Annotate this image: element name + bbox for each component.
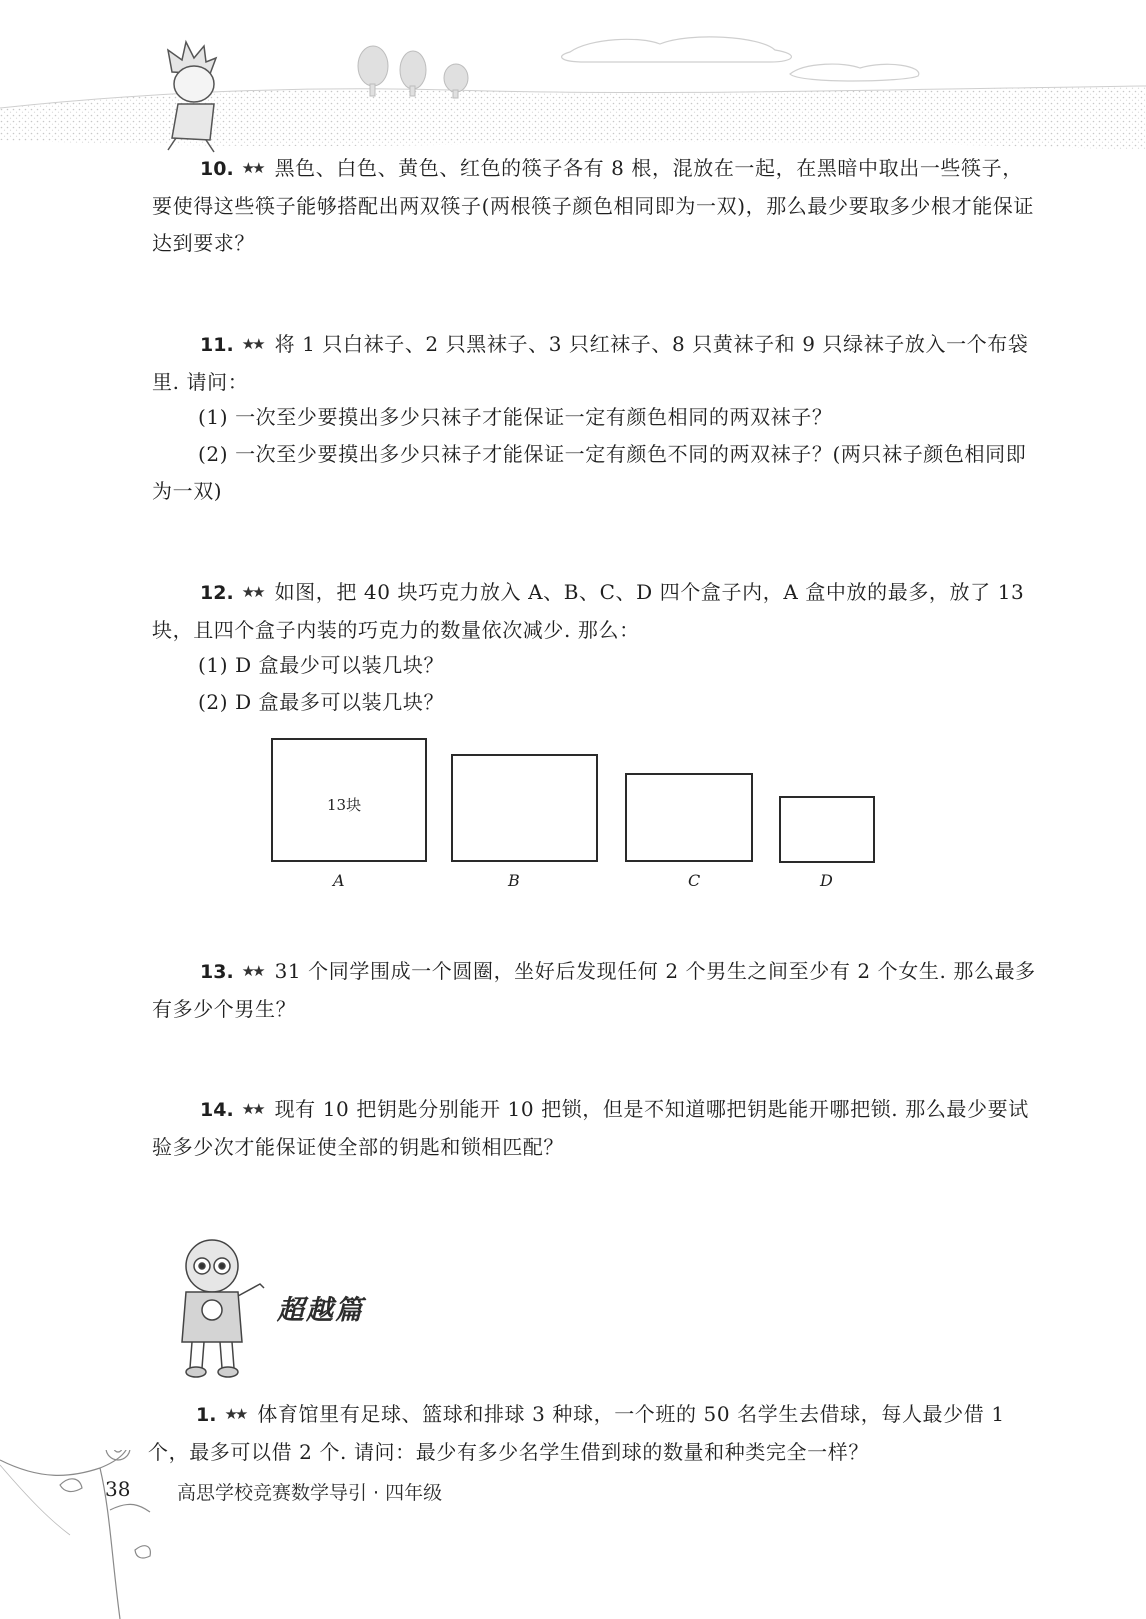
- question-11-part-2: (2) 一次至少要摸出多少只袜子才能保证一定有颜色不同的两双袜子？(两只袜子颜色相同即为一双): [152, 442, 1027, 503]
- box-a-label: A: [333, 871, 345, 890]
- question-12-part-2: (2) D 盒最多可以装几块？: [198, 690, 445, 714]
- question-12: [152, 574, 1037, 649]
- header-landscape-illustration: [0, 0, 1146, 175]
- section-title: 超越篇: [277, 1295, 364, 1326]
- question-number: 13.: [200, 961, 234, 983]
- box-a-content: 13块: [327, 796, 362, 814]
- question-12-part-1: (1) D 盒最少可以装几块？: [198, 653, 445, 677]
- question-text: 如图，把 40 块巧克力放入 A、B、C、D 四个盒子内，A 盒中放的最多，放了 13 块，且四个盒子内装的巧克力的数量依次减少. 那么：: [152, 580, 1025, 642]
- book-title: 高思学校竞赛数学导引 · 四年级: [177, 1482, 443, 1504]
- box-c: [625, 773, 753, 862]
- question-text: 体育馆里有足球、篮球和排球 3 种球，一个班的 50 名学生去借球，每人最少借 1 个，最多可以借 2 个. 请问：最少有多少名学生借到球的数量和种类完全一样？: [148, 1402, 1005, 1464]
- question-text: 将 1 只白袜子、2 只黑袜子、3 只红袜子、8 只黄袜子和 9 只绿袜子放入一个布袋里. 请问：: [152, 332, 1029, 394]
- question-11: [152, 326, 1037, 401]
- question-text: 现有 10 把钥匙分别能开 10 把锁，但是不知道哪把钥匙能开哪把锁. 那么最少要试验多少次才能保证使全部的钥匙和锁相匹配？: [152, 1097, 1029, 1159]
- cloud-icon: [562, 37, 919, 81]
- question-number: 14.: [200, 1099, 234, 1121]
- difficulty-star-icon: ★★: [224, 1405, 246, 1423]
- page-number: 38: [105, 1477, 131, 1501]
- difficulty-star-icon: ★★: [241, 583, 263, 601]
- tree-icon: [358, 46, 468, 98]
- question-number: 12.: [200, 582, 234, 604]
- box-b-label: B: [508, 871, 520, 890]
- question-text: 黑色、白色、黄色、红色的筷子各有 8 根，混放在一起，在黑暗中取出一些筷子，要使得这些筷子能够搭配出两双筷子(两根筷子颜色相同即为一双)，那么最少要取多少根才能保证达到要求？: [152, 156, 1035, 255]
- question-text: 31 个同学围成一个圆圈，坐好后发现任何 2 个男生之间至少有 2 个女生. 那么最多有多少个男生？: [152, 959, 1036, 1021]
- box-d: [779, 796, 875, 863]
- floral-vine-decoration: [0, 1450, 260, 1619]
- advanced-question-1: [148, 1396, 1038, 1471]
- box-d-label: D: [820, 871, 833, 890]
- question-11-part-1: (1) 一次至少要摸出多少只袜子才能保证一定有颜色相同的两双袜子？: [198, 405, 833, 429]
- question-number: 10.: [200, 158, 234, 180]
- box-c-label: C: [688, 871, 701, 890]
- question-14: [152, 1091, 1037, 1166]
- difficulty-star-icon: ★★: [241, 159, 263, 177]
- difficulty-star-icon: ★★: [241, 962, 263, 980]
- difficulty-star-icon: ★★: [241, 335, 263, 353]
- box-b: [451, 754, 598, 862]
- difficulty-star-icon: ★★: [241, 1100, 263, 1118]
- question-13: [152, 953, 1037, 1028]
- question-number: 11.: [200, 334, 234, 356]
- question-10: [152, 150, 1037, 262]
- question-number: 1.: [196, 1404, 217, 1426]
- box-a: [271, 738, 427, 862]
- mascot-boy-icon: [168, 1232, 278, 1382]
